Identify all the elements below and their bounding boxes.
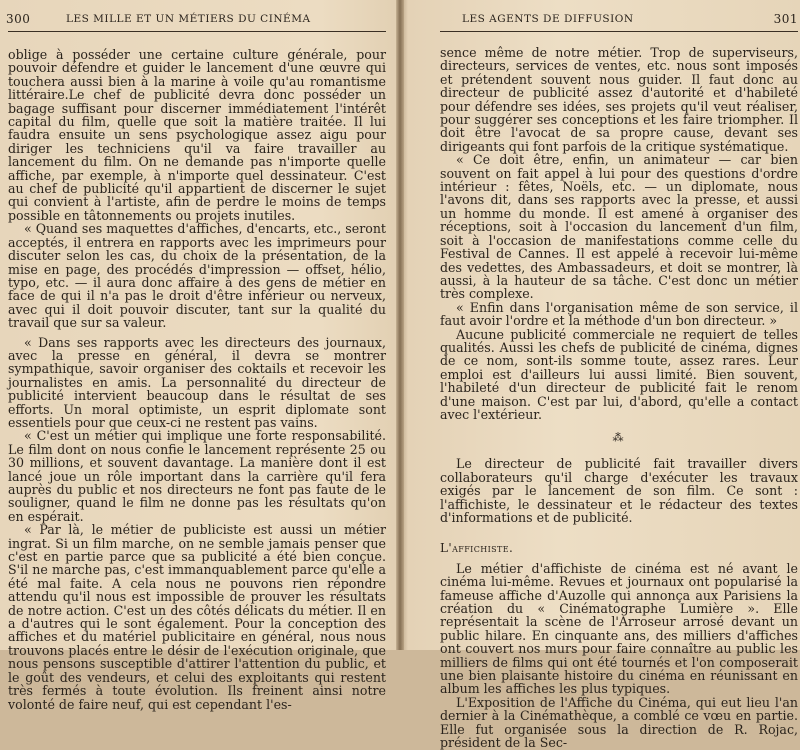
header-rule-right: [440, 31, 798, 32]
paragraph: Le directeur de publicité fait travailler divers collaborateurs qu'il charge d'exécuter les travaux exigés par le lancement de son film. Ce sont : l'affichiste, le dessinateur et le rédacteur des textes d'informations et de publicité.: [440, 456, 798, 525]
paragraph: « C'est un métier qui implique une forte responsabilité. Le film dont on nous confie le lancement représente 25 ou 30 millions, et souvent davantage. La manière dont il est lancé joue un rôle important dans la carrière qu'il fera auprès du public et nos directeurs ne font pas faute de le souligner, quand le film ne donne pas les résultats qu'on en espérait.: [8, 428, 386, 524]
running-title-left: LES MILLE ET UN MÉTIERS DU CINÉMA: [66, 13, 311, 25]
paragraph: « Quand ses maquettes d'affiches, d'encarts, etc., seront acceptés, il entrera en rapports avec les imprimeurs pour discuter selon les cas, du choix de la présentation, de la mise en page, des procédés d'impression — offset, hélio, typo, etc. — il aura donc affaire à des gens de métier en face de qui il n'a pas le droit d'être inférieur ou nerveux, avec qui il doit pouvoir discuter, tant sur la qualité du travail que sur sa valeur.: [8, 221, 386, 331]
section-separator: ⁂: [612, 431, 626, 445]
running-head-right: [438, 12, 798, 30]
running-title-right: LES AGENTS DE DIFFUSION: [462, 13, 634, 25]
paragraph: « Par là, le métier de publiciste est aussi un métier ingrat. Si un film marche, on ne semble jamais penser que c'est en partie parce que sa publicité a été bien conçue. S'il ne marche pas, c'est immanquablement parce qu'elle a été mal faite. A cela nous ne pouvons rien répondre attendu qu'il nous est impossible de prouver les résultats de notre action. C'est un des côtés délicats du métier. Il en a d'autres qui le sont également. Pour la conception des affiches et du matériel publicitaire en général, nous nous trouvons placés entre le désir de l'exécution originale, que nous pensons susceptible d'attirer l'attention du public, et le goût des vendeurs, et celui des exploitants qui restent très fermés à toute évolution. Ils freinent ainsi notre volonté de faire neuf, qui est cependant l'es-: [8, 522, 386, 712]
paragraph: « Dans ses rapports avec les directeurs des journaux, avec la presse en général, il devra se montrer sympathique, savoir organiser des coktails et recevoir les journalistes en amis. La personnalité du directeur de publicité intervient beaucoup dans le résultat de ses efforts. Un moral optimiste, un esprit diplomate sont essentiels pour que ceux-ci ne restent pas vains.: [8, 334, 386, 430]
paragraph: sence même de notre métier. Trop de superviseurs, directeurs, services de ventes, etc. nous sont imposés et prétendent souvent nous guider. Il faut donc au directeur de publicité assez d'autorité et d'habileté pour défendre ses idées, ses projets qu'il veut réaliser, pour suggérer ses conceptions et les faire triompher. Il doit être l'avocat de sa propre cause, devant ses dirigeants qui font parfois de la critique systématique.: [440, 45, 798, 154]
paragraph: oblige à posséder une certaine culture générale, pour pouvoir défendre et guider le lancement d'une œuvre qui touchera aussi bien à la marine à voile qu'au romantisme littéraire.Le chef de publicité devra donc posséder un bagage suffisant pour discerner immédiatement l'intérêt capital du film, quelle que soit la matière traitée. Il lui faudra ensuite un sens psychologique assez aigu pour diriger les techniciens qu'il va faire travailler au lancement du film. On ne demande pas n'importe quelle affiche, par exemple, à n'importe quel dessinateur. C'est au chef de publicité qu'il appartient de discerner le sujet qui convient à l'artiste, afin de perdre le moins de temps possible en tâtonnements ou projets inutiles.: [8, 47, 386, 223]
right-page-text: [440, 46, 798, 750]
left-page: [0, 0, 396, 712]
running-head-left: [6, 12, 388, 30]
paragraph: Aucune publicité commerciale ne requiert de telles qualités. Aussi les chefs de publicité de cinéma, dignes de ce nom, sont-ils somme toute, assez rares. Leur emploi est d'ailleurs lui aussi limité. Bien souvent, l'habileté d'un directeur de publicité fait le renom d'une maison. C'est par lui, d'abord, qu'elle a contact avec l'extérieur.: [440, 326, 798, 422]
paragraph: L'Exposition de l'Affiche du Cinéma, qui eut lieu l'an dernier à la Cinémathèque, a comblé ce vœu en partie. Elle fut organisée sous la direction de R. Rojac, président de la Sec-: [440, 694, 798, 750]
page-number-right: 301: [773, 12, 798, 26]
right-page: [404, 0, 800, 750]
left-page-text: [8, 48, 386, 711]
section-heading: L'affichiste.: [440, 541, 514, 556]
page-number-left: 300: [6, 12, 31, 26]
paragraph: Le métier d'affichiste de cinéma est né avant le cinéma lui-même. Revues et journaux ont popularisé la fameuse affiche d'Auzolle qui annonça aux Parisiens la création du « Cinématographe Lumière ». Elle représentait la scène de l'Arroseur arrosé devant un public hilare. En cinquante ans, des milliers d'affiches ont couvert nos murs pour faire connaître au public les milliers de films qui ont été tournés et l'on composerait une bien plaisante histoire du cinéma en réunissant en album les affiches les plus typiques.: [440, 560, 798, 697]
header-rule-left: [8, 31, 386, 32]
paragraph: « Enfin dans l'organisation même de son service, il faut avoir l'ordre et la méthode d'un bon directeur. »: [440, 299, 798, 329]
paragraph: « Ce doit être, enfin, un animateur — car bien souvent on fait appel à lui pour des questions d'ordre intérieur : fêtes, Noëls, etc. — un diplomate, nous l'avons dit, dans ses rapports avec la presse, et aussi un homme du monde. Il est amené à organiser des réceptions, soit à l'occasion du lancement d'un film, soit à l'occasion de manifestations comme celle du Festival de Cannes. Il est appelé à recevoir lui-même des vedettes, des Ambassadeurs, et doit se montrer, là aussi, à la hauteur de sa tâche. C'est donc un métier très complexe.: [440, 152, 798, 302]
book-gutter: [396, 0, 404, 650]
